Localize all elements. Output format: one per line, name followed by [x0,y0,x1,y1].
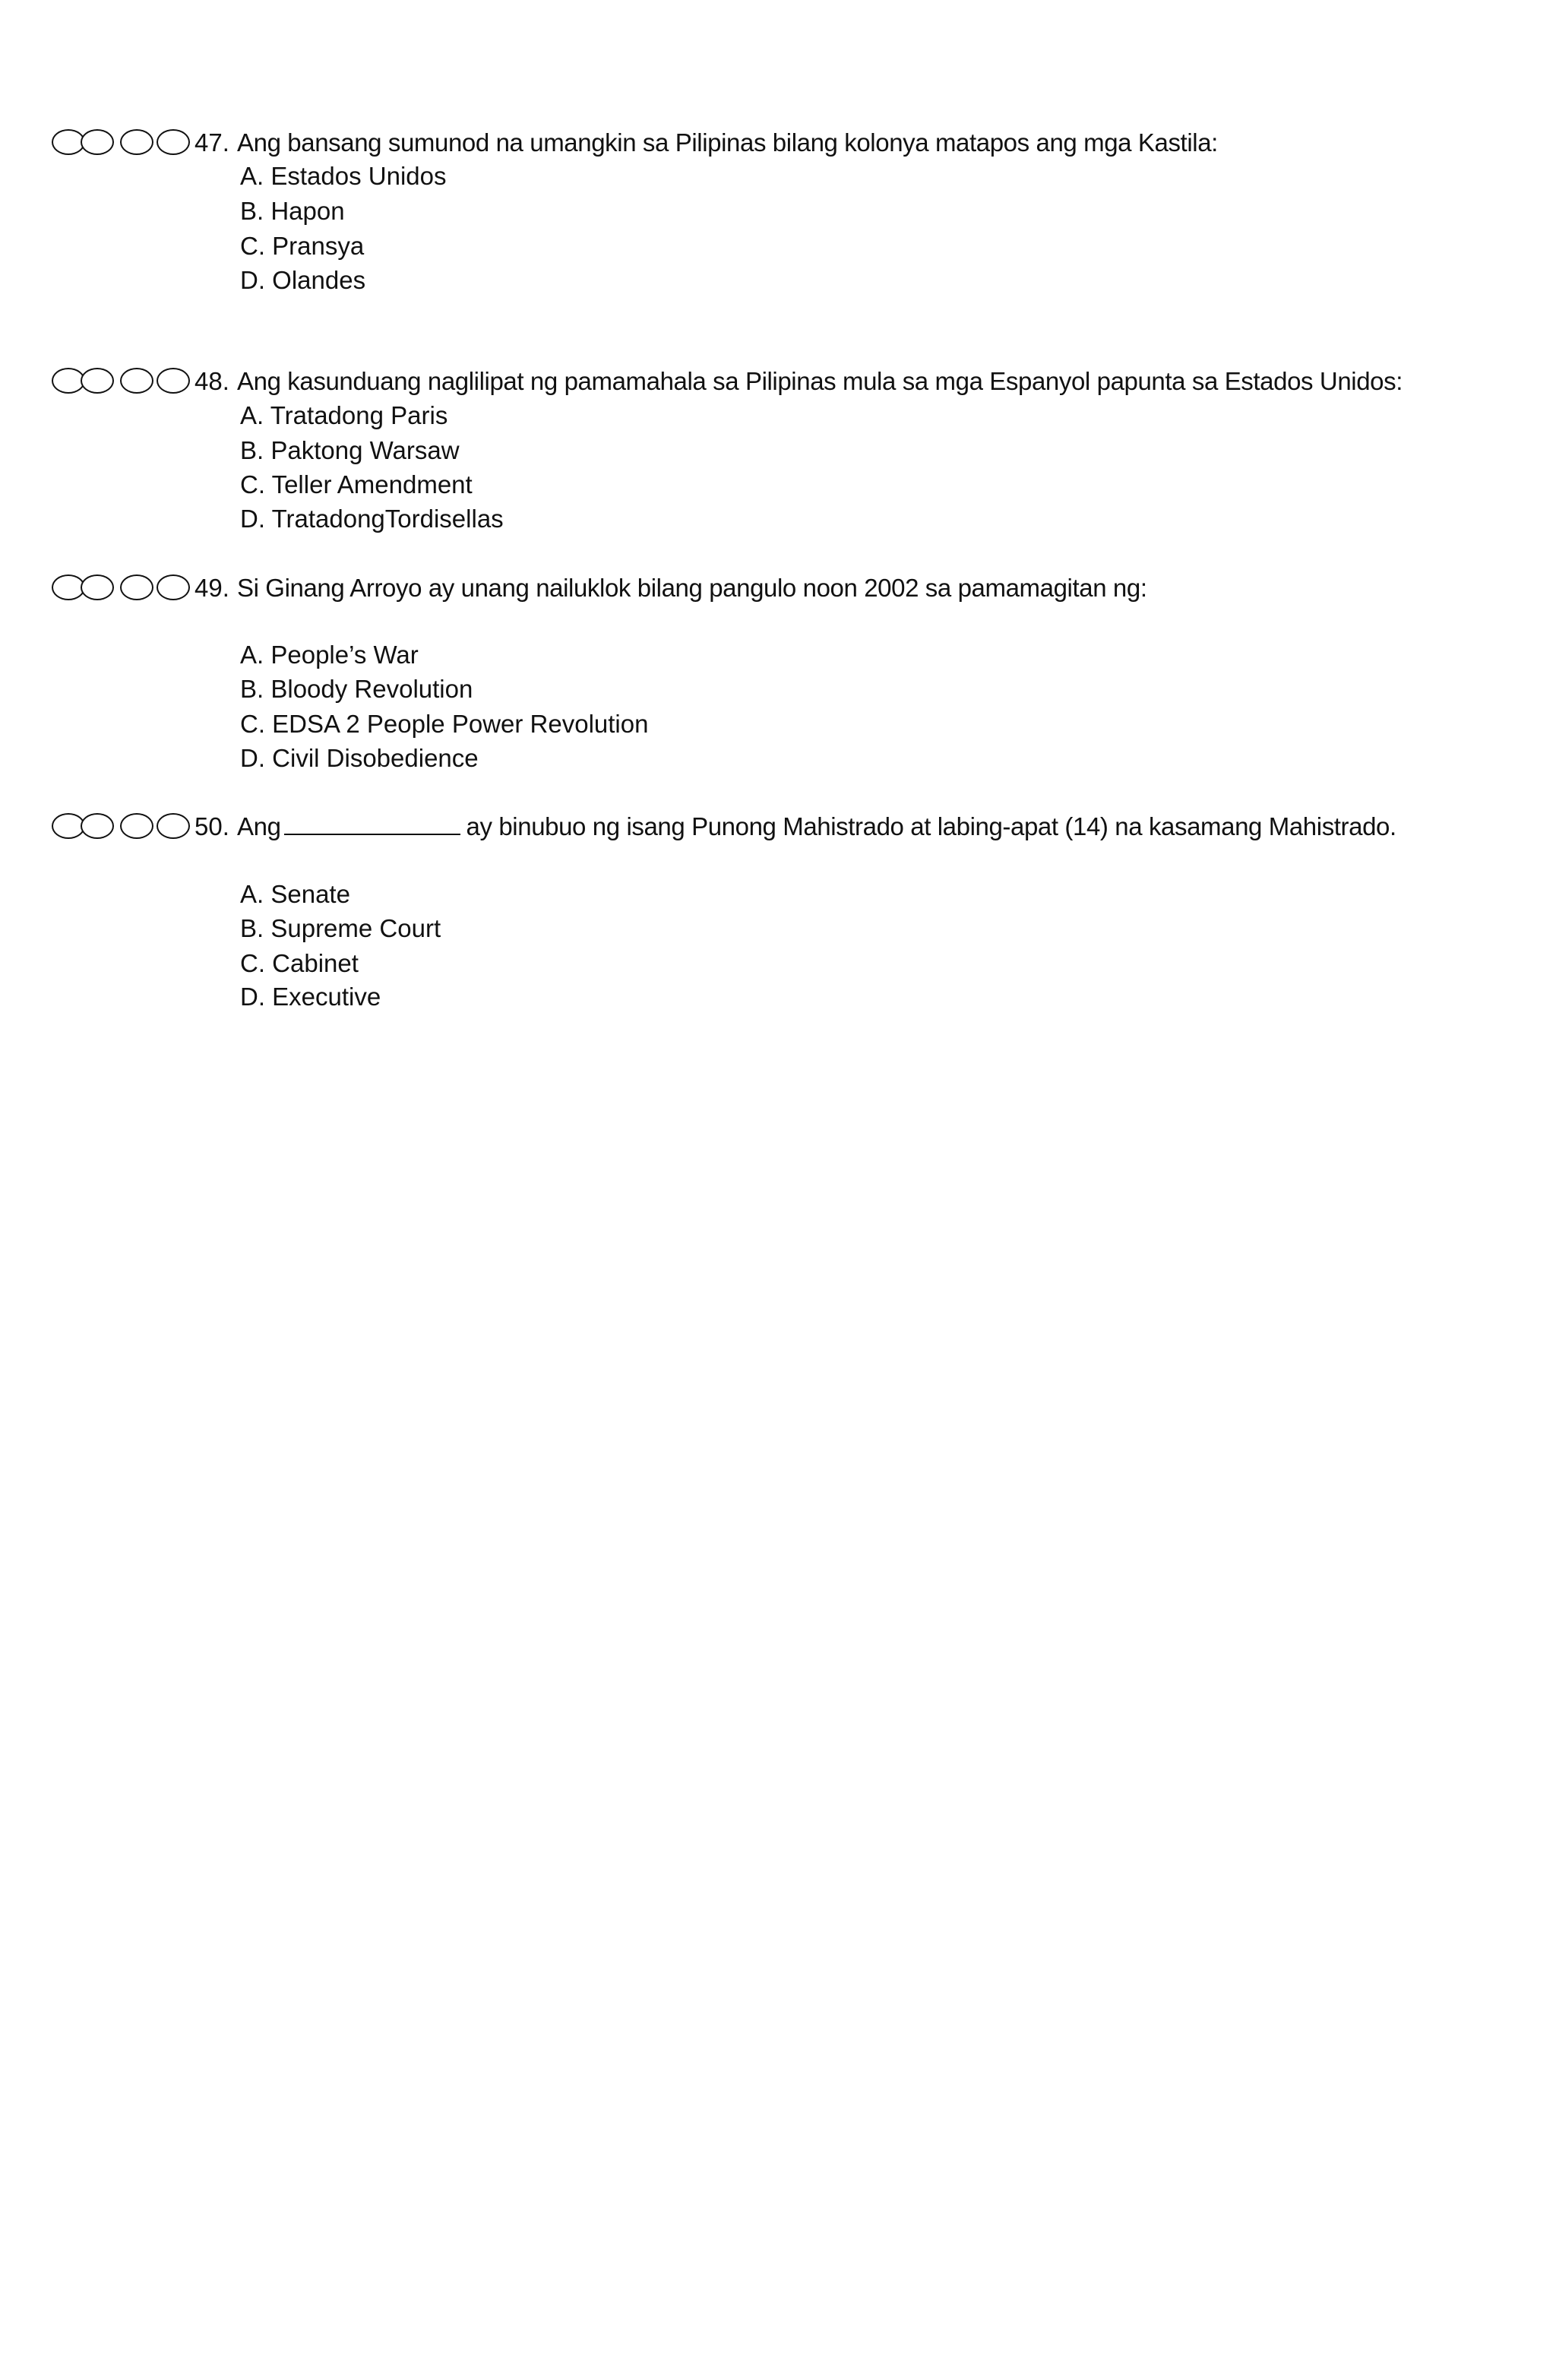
question-text: Ang bansang sumunod na umangkin sa Pilipinas bilang kolonya matapos ang mga Kastila: [237,128,1218,157]
question-text: Si Ginang Arroyo ay unang nailuklok bilang pangulo noon 2002 sa pamamagitan ng: [237,574,1147,602]
question-number: 49. [194,574,229,602]
question-text: Ang kasunduang naglilipat ng pamamahala sa Pilipinas mula sa mga Espanyol papunta sa Estados Unidos: [237,367,1403,395]
answer-bubble-b[interactable] [81,368,114,394]
answer-bubble-b[interactable] [81,813,114,839]
option-a: A. People’s War [240,641,419,669]
option-d: D. Olandes [240,266,366,294]
option-a: A. Tratadong Paris [240,401,448,429]
option-d: D. Civil Disobedience [240,744,479,772]
option-b: B. Paktong Warsaw [240,436,460,464]
fill-in-blank [284,811,460,835]
option-b: B. Bloody Revolution [240,675,473,703]
question-line [0,810,1556,843]
question-line [0,365,1556,398]
question-number: 50. [194,812,229,840]
question-line [0,571,1556,605]
answer-bubble-d[interactable] [157,813,190,839]
option-c: C. EDSA 2 People Power Revolution [240,710,649,738]
answer-bubbles [52,573,193,603]
answer-bubble-d[interactable] [157,574,190,600]
answer-bubbles [52,812,193,842]
answer-bubble-c[interactable] [120,368,153,394]
question-number: 47. [194,128,229,157]
answer-bubble-b[interactable] [81,574,114,600]
option-c: C. Cabinet [240,949,359,977]
option-a: A. Estados Unidos [240,162,447,190]
option-c: C. Pransya [240,232,365,260]
answer-bubble-d[interactable] [157,368,190,394]
option-a: A. Senate [240,880,350,908]
option-b: B. Supreme Court [240,914,441,942]
option-d: D. Executive [240,983,381,1011]
question-line [0,126,1556,160]
question-text-after: ay binubuo ng isang Punong Mahistrado at labing-apat (14) na kasamang Mahistrado. [466,812,1396,840]
answer-bubble-d[interactable] [157,129,190,155]
question-text-before: Ang [237,812,281,840]
answer-bubbles [52,366,193,397]
question-number: 48. [194,367,229,395]
answer-bubble-c[interactable] [120,574,153,600]
option-b: B. Hapon [240,197,345,225]
answer-bubble-b[interactable] [81,129,114,155]
option-c: C. Teller Amendment [240,470,473,498]
answer-bubble-c[interactable] [120,813,153,839]
answer-bubbles [52,128,193,158]
question-text [237,810,1396,843]
answer-bubble-c[interactable] [120,129,153,155]
option-d: D. TratadongTordisellas [240,505,504,533]
